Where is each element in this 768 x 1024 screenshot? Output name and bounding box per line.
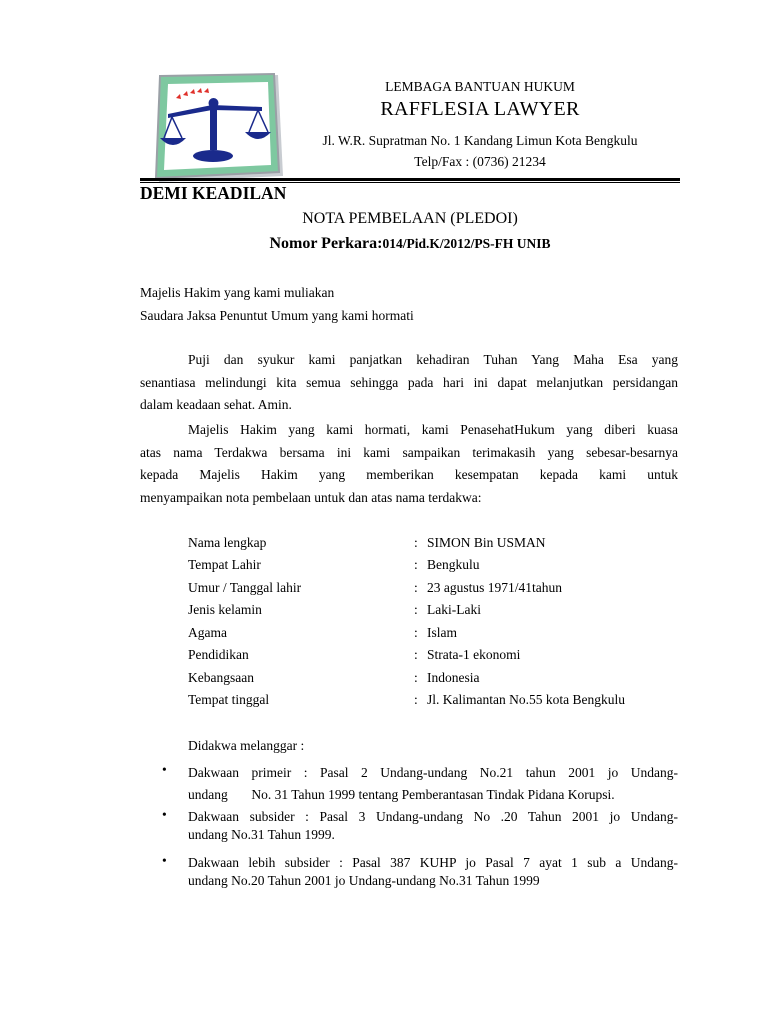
charge-line: undang No.20 Tahun 2001 jo Undang-undang No.31 Tahun 1999 [188, 873, 540, 888]
paragraph-line: dalam keadaan sehat. Amin. [140, 397, 292, 412]
firm-logo [150, 72, 285, 184]
paragraph-line: Puji dan syukur kami panjatkan kehadiran Tuhan Yang Maha Esa yang [188, 352, 678, 367]
case-number [140, 235, 680, 253]
salutation-prosecutor: Saudara Jaksa Penuntut Umum yang kami hormati [140, 308, 414, 323]
identity-colon: : [414, 535, 418, 550]
identity-value: SIMON Bin USMAN [427, 535, 546, 550]
scales-of-justice-icon [150, 72, 285, 184]
identity-row-nationality [188, 670, 688, 693]
charge-line: Dakwaan primeir : Pasal 2 Undang-undang No.21 tahun 2001 jo Undang- [188, 765, 678, 780]
identity-label: Nama lengkap [188, 535, 267, 550]
demi-keadilan-heading: DEMI KEADILAN [140, 183, 287, 203]
identity-value: Indonesia [427, 670, 480, 685]
identity-row-residence [188, 692, 688, 715]
paragraph-opening [140, 349, 678, 417]
header-divider [140, 178, 680, 181]
identity-row-gender [188, 602, 688, 625]
charges-intro: Didakwa melanggar : [188, 738, 305, 753]
charge-item-subsidiary [188, 808, 678, 844]
identity-label: Umur / Tanggal lahir [188, 580, 302, 595]
identity-colon: : [414, 670, 418, 685]
organization-name: LEMBAGA BANTUAN HUKUM [385, 79, 575, 94]
identity-colon: : [414, 647, 418, 662]
identity-label: Kebangsaan [188, 670, 254, 685]
identity-label: Agama [188, 625, 227, 640]
identity-value: Jl. Kalimantan No.55 kota Bengkulu [427, 692, 625, 707]
charge-item-primary [188, 762, 678, 806]
identity-value: Islam [427, 625, 457, 640]
paragraph-line: senantiasa melindungi kita semua sehingga pada hari ini dapat melanjutkan persidangan [140, 374, 678, 390]
bullet-icon: • [162, 807, 167, 822]
identity-row-age [188, 580, 688, 603]
identity-row-birthplace [188, 557, 688, 580]
firm-name: RAFFLESIA LAWYER [380, 98, 580, 120]
identity-colon: : [414, 625, 418, 640]
identity-value: Laki-Laki [427, 602, 481, 617]
identity-row-education [188, 647, 688, 670]
charge-line: undang No.31 Tahun 1999. [188, 827, 335, 842]
identity-label: Pendidikan [188, 647, 249, 662]
paragraph-line: atas nama Terdakwa bersama ini kami sampaikan terimakasih yang sebesar-besarnya [140, 444, 678, 460]
identity-colon: : [414, 557, 418, 572]
firm-phone: Telp/Fax : (0736) 21234 [414, 154, 546, 169]
firm-address: Jl. W.R. Supratman No. 1 Kandang Limun Kota Bengkulu [322, 133, 638, 148]
salutation-judges: Majelis Hakim yang kami muliakan [140, 285, 335, 300]
identity-row-name [188, 535, 688, 558]
identity-label: Jenis kelamin [188, 602, 262, 617]
identity-label: Tempat tinggal [188, 692, 270, 707]
case-number-value: 014/Pid.K/2012/PS-FH UNIB [382, 236, 551, 251]
charge-line: Dakwaan lebih subsider : Pasal 387 KUHP jo Pasal 7 ayat 1 sub a Undang- [188, 855, 678, 870]
bullet-icon: • [162, 853, 167, 868]
identity-colon: : [414, 580, 418, 595]
case-number-label: Nomor Perkara: [269, 235, 383, 252]
paragraph-line: menyampaikan nota pembelaan untuk dan atas nama terdakwa: [140, 489, 482, 505]
paragraph-line: Majelis Hakim yang kami hormati, kami PenasehatHukum yang diberi kuasa [188, 422, 678, 437]
document-title: NOTA PEMBELAAN (PLEDOI) [302, 210, 518, 227]
identity-value: Bengkulu [427, 557, 480, 572]
paragraph-line: kepada Majelis Hakim yang memberikan kesempatan kepada kami untuk [140, 467, 678, 482]
paragraph-request [140, 419, 678, 509]
identity-colon: : [414, 692, 418, 707]
charge-line: Dakwaan subsider : Pasal 3 Undang-undang No .20 Tahun 2001 jo Undang- [188, 809, 678, 824]
charge-item-further-subsidiary [188, 854, 678, 890]
identity-colon: : [414, 602, 418, 617]
identity-label: Tempat Lahir [188, 557, 261, 572]
identity-value: 23 agustus 1971/41tahun [427, 580, 562, 595]
bullet-icon: • [162, 762, 167, 777]
identity-row-religion [188, 625, 688, 648]
charge-line: undang No. 31 Tahun 1999 tentang Pemberantasan Tindak Pidana Korupsi. [188, 787, 615, 802]
identity-value: Strata-1 ekonomi [427, 647, 521, 662]
